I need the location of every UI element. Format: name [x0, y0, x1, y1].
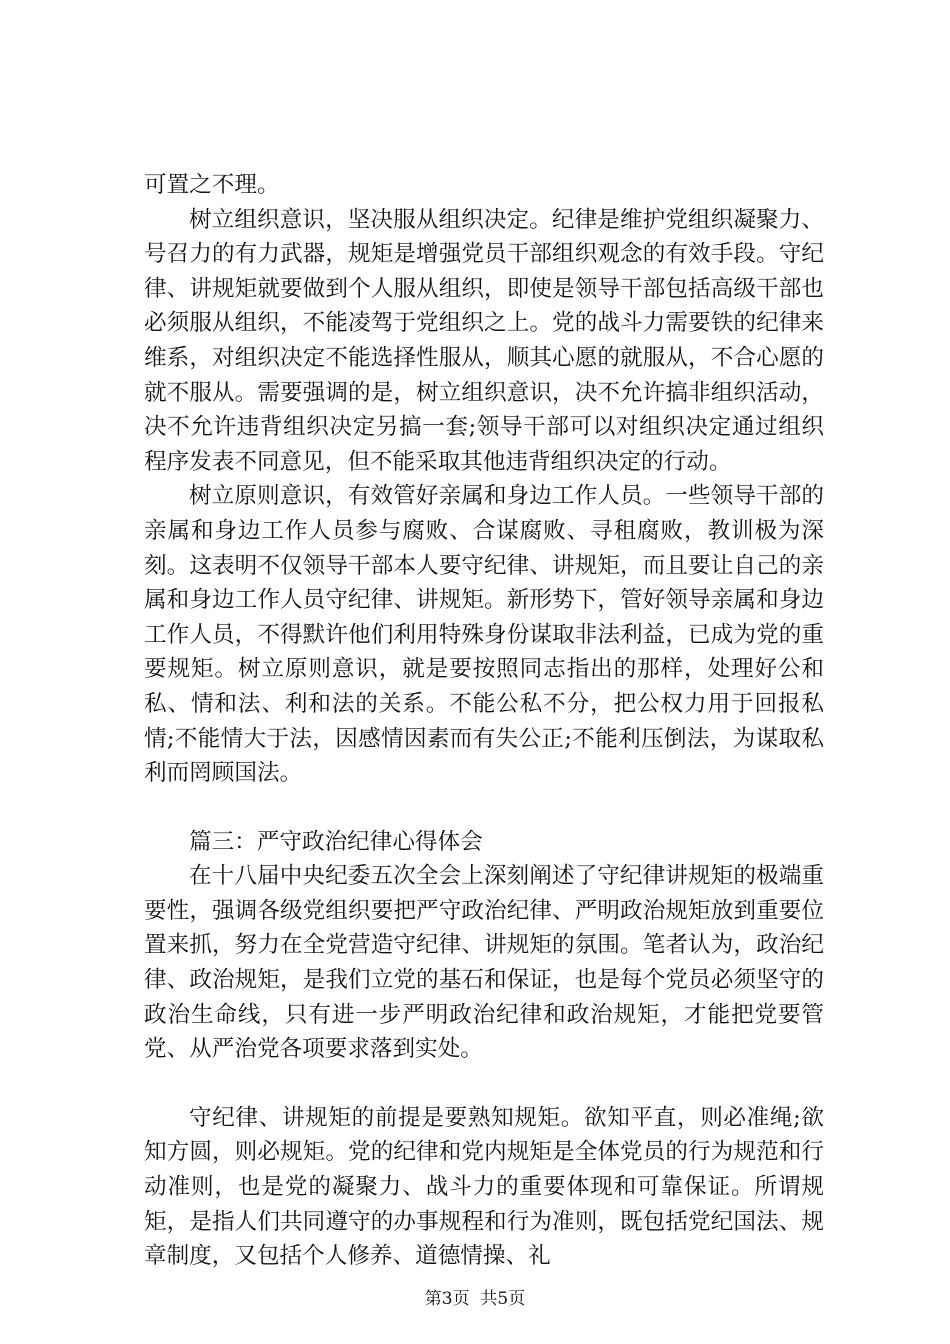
page-number: 第3页 共5页: [424, 1289, 526, 1309]
paragraph-section-intro: 在十八届中央纪委五次全会上深刻阐述了守纪律讲规矩的极端重要性，强调各级党组织要把严守政治纪律、严明政治规矩放到重要位置来抓，努力在全党营造守纪律、讲规矩的氛围。笔者认为，政治纪律、政治规矩，是我们立党的基石和保证，也是每个党员必须坚守的政治生命线，只有进一步严明政治纪律和政治规矩，才能把党要管党、从严治党各项要求落到实处。: [144, 863, 824, 1063]
paragraph-know-rules: 守纪律、讲规矩的前提是要熟知规矩。欲知平直，则必准绳;欲知方圆，则必规矩。党的纪律和党内规矩是全体党员的行为规范和行动准则，也是党的凝聚力、战斗力的重要体现和可靠保证。所谓规矩，是指人们共同遵守的办事规程和行为准则，既包括党纪国法、规章制度，又包括个人修养、道德情操、礼: [144, 1104, 824, 1270]
page-footer: [0, 1288, 950, 1310]
paragraph-principle-awareness: 树立原则意识，有效管好亲属和身边工作人员。一些领导干部的亲属和身边工作人员参与腐败、合谋腐败、寻租腐败，教训极为深刻。这表明不仅领导干部本人要守纪律、讲规矩，而且要让自己的亲属和身边工作人员守纪律、讲规矩。新形势下，管好领导亲属和身边工作人员，不得默许他们利用特殊身份谋取非法利益，已成为党的重要规矩。树立原则意识，就是要按照同志指出的那样，处理好公和私、情和法、利和法的关系。不能公私不分，把公权力用于回报私情;不能情大于法，因感情因素而有失公正;不能利压倒法，为谋取私利而罔顾国法。: [144, 483, 824, 787]
section-title: 篇三：严守政治纪律心得体会: [189, 828, 483, 855]
document-body: [144, 168, 824, 1274]
paragraph-organization-awareness: 树立组织意识，坚决服从组织决定。纪律是维护党组织凝聚力、号召力的有力武器，规矩是增强党员干部组织观念的有效手段。守纪律、讲规矩就要做到个人服从组织，即使是领导干部包括高级干部也必须服从组织，不能凌驾于党组织之上。党的战斗力需要铁的纪律来维系，对组织决定不能选择性服从，顺其心愿的就服从，不合心愿的就不服从。需要强调的是，树立组织意识，决不允许搞非组织活动，决不允许违背组织决定另搞一套;领导干部可以对组织决定通过组织程序发表不同意见，但不能采取其他违背组织决定的行动。: [144, 206, 824, 475]
paragraph-continuation: 可置之不理。: [144, 172, 280, 198]
